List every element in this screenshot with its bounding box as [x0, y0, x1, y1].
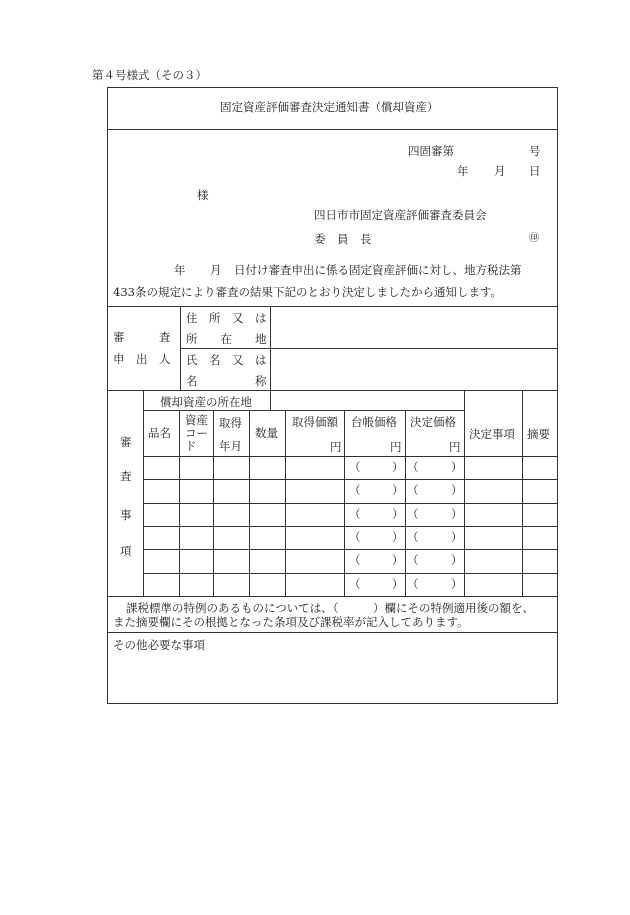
col-divider-decided — [464, 390, 465, 596]
decided-paren-close: ） — [451, 576, 463, 591]
decided-paren-open: （ — [407, 506, 419, 521]
ledger-paren-open: （ — [349, 506, 361, 521]
name-label-1: 氏 名 又 は — [186, 353, 267, 367]
chair-label: 委 員 長 — [314, 232, 372, 246]
address-label-2: 所 在 地 — [186, 332, 267, 346]
header-acq-unit: 円 — [330, 440, 342, 454]
location-label: 償却資産の所在地 — [160, 395, 252, 409]
review-side-label-2: 査 — [120, 469, 132, 483]
header-decided: 決定価格 — [410, 415, 456, 429]
header-code-2: コー — [185, 426, 208, 440]
body-year: 年 — [174, 263, 186, 277]
decided-paren-close: ） — [451, 506, 463, 521]
footnote-line1: 課税標準の特例のあるものについては、（ ）欄にその特例適用後の額を、 — [126, 601, 535, 615]
notice-number-suffix: 号 — [529, 144, 541, 158]
ledger-paren-close: ） — [392, 460, 404, 474]
decided-paren-close: ） — [451, 529, 463, 544]
decided-paren-open: （ — [407, 576, 419, 591]
header-qty: 数量 — [255, 426, 278, 440]
col-divider-decision — [522, 390, 523, 596]
address-label-1: 住 所 又 は — [186, 311, 267, 325]
header-ledger-unit: 円 — [390, 440, 402, 454]
header-code-3: ド — [185, 439, 197, 453]
decided-paren-open: （ — [407, 460, 419, 474]
ledger-paren-close: ） — [392, 576, 404, 591]
decided-paren-close: ） — [451, 460, 463, 474]
ledger-paren-open: （ — [349, 576, 361, 591]
header-code-1: 資産 — [185, 413, 208, 427]
ledger-paren-close: ） — [392, 506, 404, 521]
date-year: 年 — [457, 164, 469, 178]
review-top-line — [107, 390, 558, 391]
ledger-paren-close: ） — [392, 553, 404, 568]
date-month: 月 — [494, 164, 506, 178]
header-acq-price: 取得価額 — [292, 415, 338, 429]
body-line2-text: 433条の規定により審査の結果下記のとおり決定しましたから通知します。 — [113, 285, 503, 299]
applicant-top-line — [107, 306, 558, 307]
table-row-line — [143, 573, 558, 574]
header-decided-unit: 円 — [449, 440, 461, 454]
table-row-line — [143, 549, 558, 550]
decided-paren-close: ） — [451, 553, 463, 568]
ledger-paren-open: （ — [349, 553, 361, 568]
decided-paren-close: ） — [451, 483, 463, 498]
header-ledger: 台帳価格 — [351, 415, 397, 429]
recipient-suffix: 様 — [197, 188, 209, 202]
table-row-line — [143, 503, 558, 504]
applicant-label-2: 申 出 人 — [113, 352, 171, 366]
body-month: 月 — [210, 263, 222, 277]
footnote-line2: また摘要欄にその根拠となった条項及び課税率が記入してあります。 — [113, 615, 469, 629]
location-row-line — [143, 410, 464, 411]
notice-number-prefix: 四固審第 — [408, 144, 454, 158]
review-bottom-line — [107, 596, 558, 597]
ledger-paren-open: （ — [349, 460, 361, 474]
header-item: 品名 — [148, 426, 171, 440]
committee-name: 四日市市固定資産評価審査委員会 — [314, 208, 487, 222]
name-label-2: 名 称 — [186, 374, 267, 388]
header-decision: 決定事項 — [469, 427, 515, 441]
title-divider — [107, 129, 558, 130]
review-side-divider — [143, 390, 144, 596]
form-number: 第４号様式（その３） — [92, 68, 207, 82]
footnote-bottom-line — [107, 632, 558, 633]
location-label-divider — [270, 390, 271, 410]
ledger-paren-open: （ — [349, 483, 361, 498]
review-side-label-1: 審 — [120, 435, 132, 449]
decided-paren-open: （ — [407, 483, 419, 498]
decided-paren-open: （ — [407, 553, 419, 568]
table-row-line — [143, 479, 558, 480]
body-line1-text: 日付け審査申出に係る固定資産評価に対し、地方税法第 — [234, 263, 522, 277]
other-matters-label: その他必要な事項 — [113, 638, 205, 652]
review-side-label-3: 事 — [120, 508, 132, 522]
form-title: 固定資産評価審査決定通知書（償却資産） — [220, 100, 439, 114]
review-side-label-4: 項 — [120, 544, 132, 558]
header-acq-ym-2: 年月 — [219, 439, 242, 453]
date-day: 日 — [529, 164, 541, 178]
table-row-line — [143, 456, 558, 457]
header-remarks: 摘要 — [527, 427, 550, 441]
table-row-line — [143, 526, 558, 527]
decided-paren-open: （ — [407, 529, 419, 544]
header-acq-ym-1: 取得 — [219, 416, 242, 430]
ledger-paren-close: ） — [392, 529, 404, 544]
ledger-paren-close: ） — [392, 483, 404, 498]
applicant-label-1: 審 査 — [113, 330, 171, 344]
ledger-paren-open: （ — [349, 529, 361, 544]
applicant-mid-line — [180, 348, 558, 349]
seal-mark: ㊞ — [529, 233, 539, 244]
